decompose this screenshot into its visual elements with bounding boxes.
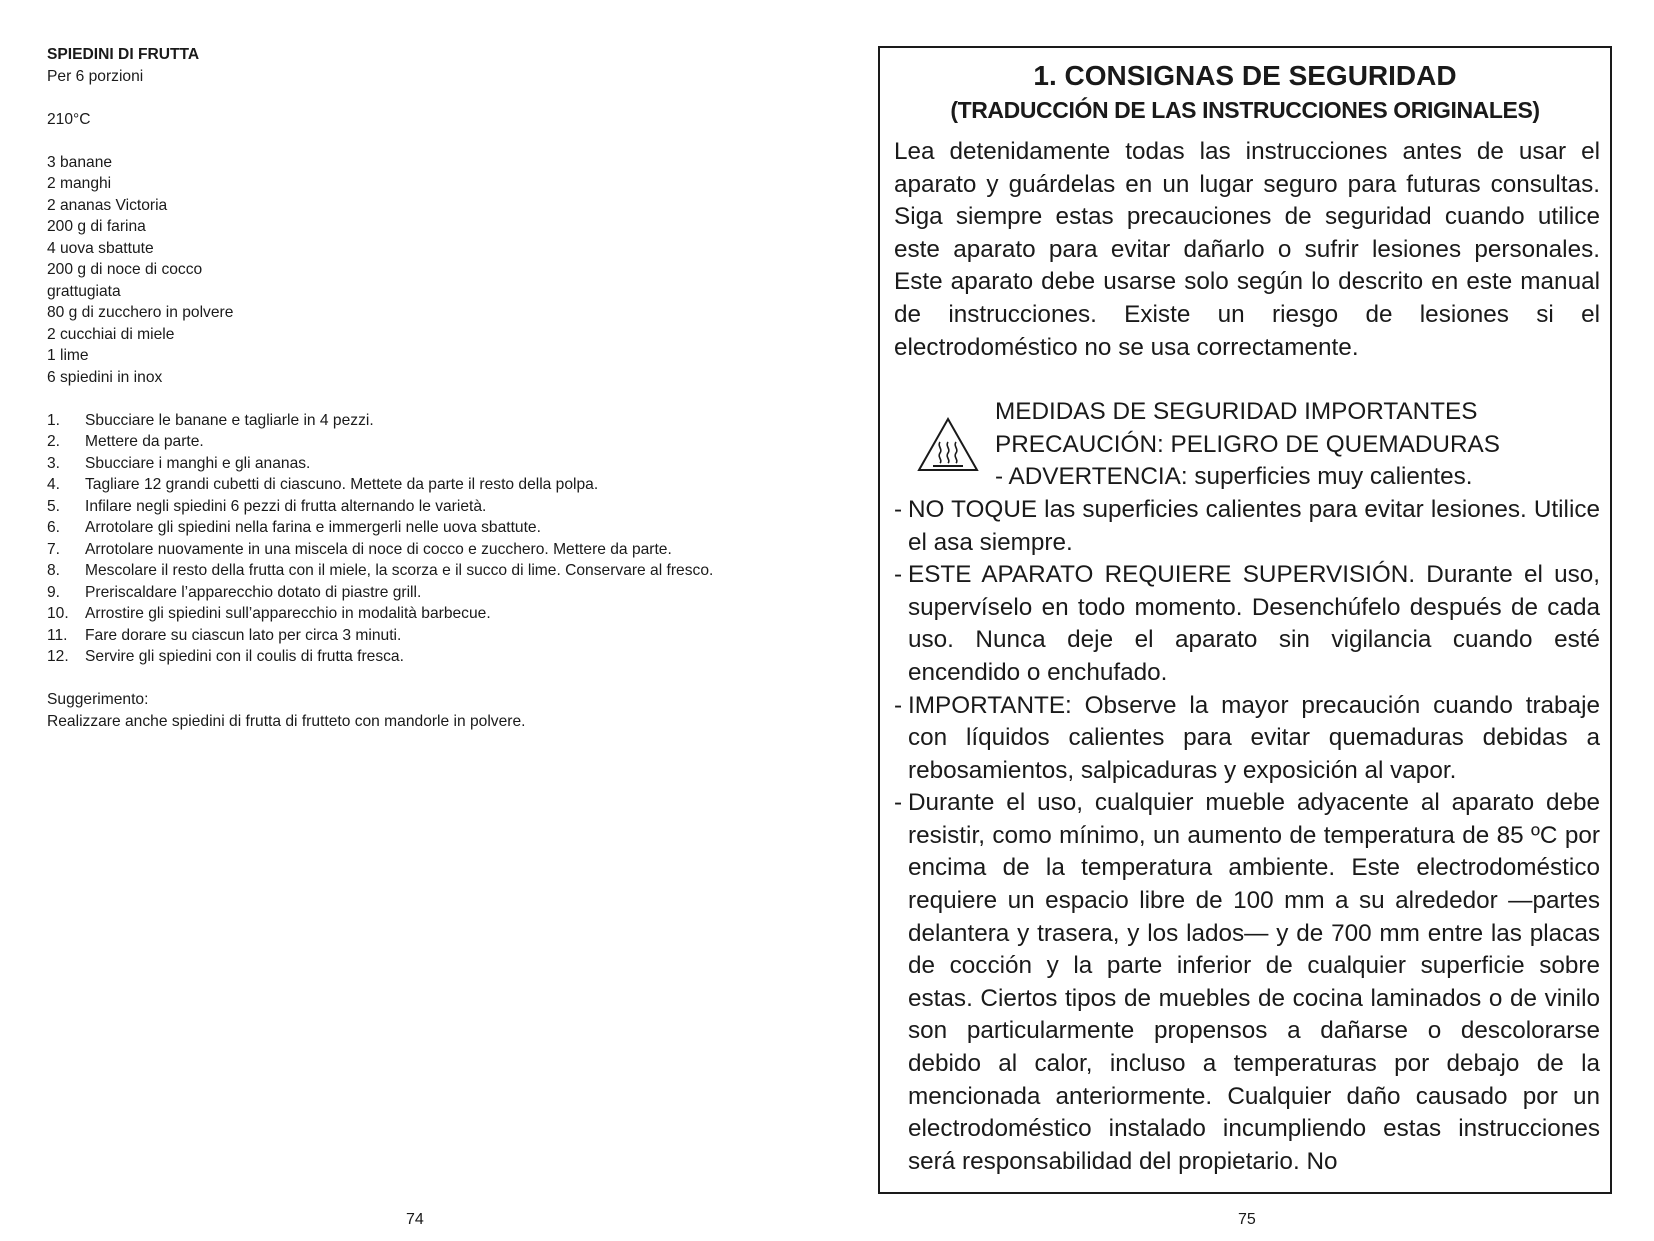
tip-label: Suggerimento: <box>47 691 149 708</box>
step-number: 5. <box>47 497 61 515</box>
warning-line: PRECAUCIÓN: PELIGRO DE QUEMADURAS <box>995 430 1500 458</box>
step-item <box>47 474 807 496</box>
warning-line: - ADVERTENCIA: superficies muy calientes. <box>995 463 1473 491</box>
safety-instructions-box <box>878 46 1612 1194</box>
step-number: 1. <box>47 411 61 429</box>
step-item <box>47 625 807 647</box>
step-number: 2. <box>47 433 61 450</box>
box-heading <box>880 58 1610 126</box>
step-item <box>47 496 807 518</box>
recipe-temperature: 210°C <box>47 110 91 128</box>
warning-block <box>894 396 1600 494</box>
step-number: 9. <box>47 583 61 601</box>
ingredient-item: 2 manghi <box>47 175 112 192</box>
step-number: 12. <box>47 648 69 665</box>
tip-text: Realizzare anche spiedini di frutta di frutteto con mandorle in polvere. <box>47 712 526 730</box>
step-number: 10. <box>47 605 69 622</box>
ingredient-item: 200 g di noce di cocco <box>47 261 203 278</box>
step-text: Arrotolare gli spiedini nella farina e immergerli nelle uova sbattute. <box>85 519 541 536</box>
safety-bullet-text: ESTE APARATO REQUIERE SUPERVISIÓN. Durante el uso, supervíselo en todo momento. Desenchúfelo después de cada uso. Nunca deje el aparato sin vigilancia cuando esté encendido o enchufado. <box>908 561 1600 686</box>
step-text: Servire gli spiedini con il coulis di frutta fresca. <box>85 648 404 665</box>
ingredient-item: 3 banane <box>47 153 113 171</box>
step-number: 11. <box>47 626 68 644</box>
ingredient-item: 80 g di zucchero in polvere <box>47 304 234 321</box>
safety-bullet-text: IMPORTANTE: Observe la mayor precaución cuando trabaje con líquidos calientes para evitar quemaduras debidas a rebosamientos, salpicaduras y exposición al vapor. <box>908 691 1600 784</box>
step-text: Preriscaldare l’apparecchio dotato di piastre grill. <box>85 583 422 601</box>
safety-bullet-list <box>894 494 1600 1178</box>
section-title: 1. CONSIGNAS DE SEGURIDAD <box>1033 60 1457 91</box>
ingredient-item: 4 uova sbattute <box>47 239 154 257</box>
step-item <box>47 560 807 582</box>
step-number: 4. <box>47 476 61 493</box>
step-text: Sbucciare i manghi e gli ananas. <box>85 454 311 472</box>
step-text: Mettere da parte. <box>85 433 204 450</box>
step-text: Arrotolare nuovamente in una miscela di noce di cocco e zucchero. Mettere da parte. <box>85 540 672 558</box>
ingredient-item: 1 lime <box>47 347 89 364</box>
safety-bullet: - IMPORTANTE: Observe la mayor precaución cuando trabaje con líquidos calientes para evitar quemaduras debidas a rebosamientos, salpicaduras y exposición al vapor. <box>894 690 1600 788</box>
ingredient-item: 6 spiedini in inox <box>47 368 163 386</box>
safety-bullet: - Durante el uso, cualquier mueble adyacente al aparato debe resistir, como mínimo, un aumento de temperatura de 85 ºC por encima de la temperatura ambiente. Este electrodoméstico requiere un espacio libre de 100 mm a su alrededor —partes delantera y trasera, y los lados— y de 700 mm entre las placas de cocción y la parte inferior de cualquier superficie sobre estas. Ciertos tipos de muebles de cocina laminados o de vinilo son particularmente propensos a dañarse o descolorarse debido al calor, incluso a temperaturas por debajo de la mencionada anteriormente. Cualquier daño causado por un electrodoméstico instalado incumpliendo estas instrucciones será responsabilidad del propietario. No <box>894 787 1600 1178</box>
step-text: Fare dorare su ciascun lato per circa 3 minuti. <box>85 626 402 644</box>
step-number: 3. <box>47 454 61 472</box>
ingredient-item: 200 g di farina <box>47 218 146 235</box>
recipe-title: SPIEDINI DI FRUTTA <box>47 46 200 63</box>
warning-lines <box>995 396 1500 494</box>
step-item <box>47 410 807 432</box>
section-subtitle: (TRADUCCIÓN DE LAS INSTRUCCIONES ORIGINALES) <box>950 97 1540 123</box>
recipe-page <box>47 44 807 732</box>
warning-line: MEDIDAS DE SEGURIDAD IMPORTANTES <box>995 398 1478 426</box>
hot-surface-warning-icon <box>916 416 980 474</box>
recipe-steps <box>47 410 807 668</box>
page-number-right: 75 <box>1238 1211 1256 1228</box>
recipe-servings: Per 6 porzioni <box>47 67 144 85</box>
step-text: Arrostire gli spiedini sull’apparecchio in modalità barbecue. <box>85 605 491 622</box>
step-item <box>47 517 807 539</box>
safety-bullet-text: NO TOQUE las superficies calientes para evitar lesiones. Utilice el asa siempre. <box>908 495 1600 556</box>
safety-bullet: - ESTE APARATO REQUIERE SUPERVISIÓN. Durante el uso, supervíselo en todo momento. Desenchúfelo después de cada uso. Nunca deje el aparato sin vigilancia cuando esté encendido o enchufado. <box>894 559 1600 689</box>
step-text: Infilare negli spiedini 6 pezzi di frutta alternando le varietà. <box>85 497 487 515</box>
step-number: 8. <box>47 562 61 579</box>
ingredient-item: grattugiata <box>47 282 121 300</box>
page-number-left: 74 <box>406 1211 424 1228</box>
step-item <box>47 539 807 561</box>
step-number: 7. <box>47 540 61 558</box>
ingredient-list <box>47 152 807 389</box>
step-number: 6. <box>47 519 61 536</box>
step-text: Mescolare il resto della frutta con il miele, la scorza e il succo di lime. Conservare al fresco. <box>85 562 714 579</box>
safety-bullet-text: Durante el uso, cualquier mueble adyacente al aparato debe resistir, como mínimo, un aumento de temperatura de 85 ºC por encima de la temperatura ambiente. Este electrodoméstico requiere un espacio libre de 100 mm a su alrededor —partes delantera y trasera, y los lados— y de 700 mm entre las placas de cocción y la parte inferior de cualquier superficie sobre estas. Ciertos tipos de muebles de cocina laminados o de vinilo son particularmente propensos a dañarse o descolorarse debido al calor, incluso a temperaturas por debajo de la mencionada anteriormente. Cualquier daño causado por un electrodoméstico instalado incumpliendo estas instrucciones será responsabilidad del propietario. No <box>908 789 1600 1175</box>
box-body <box>880 136 1610 1178</box>
ingredient-item: 2 cucchiai di miele <box>47 325 175 343</box>
intro-paragraph: Lea detenidamente todas las instrucciones antes de usar el aparato y guárdelas en un lugar seguro para futuras consultas. Siga siempre estas precauciones de seguridad cuando utilice este aparato para evitar dañarlo o sufrir lesiones personales. Este aparato debe usarse solo según lo descrito en este manual de instrucciones. Existe un riesgo de lesiones si el electrodoméstico no se usa correctamente. <box>894 138 1600 361</box>
step-item <box>47 603 807 625</box>
step-text: Tagliare 12 grandi cubetti di ciascuno. Mettete da parte il resto della polpa. <box>85 476 599 493</box>
step-item <box>47 453 807 475</box>
step-item <box>47 646 807 668</box>
step-item <box>47 582 807 604</box>
step-text: Sbucciare le banane e tagliarle in 4 pezzi. <box>85 411 374 429</box>
ingredient-item: 2 ananas Victoria <box>47 196 168 214</box>
step-item <box>47 431 807 453</box>
safety-bullet: - NO TOQUE las superficies calientes para evitar lesiones. Utilice el asa siempre. <box>894 494 1600 559</box>
